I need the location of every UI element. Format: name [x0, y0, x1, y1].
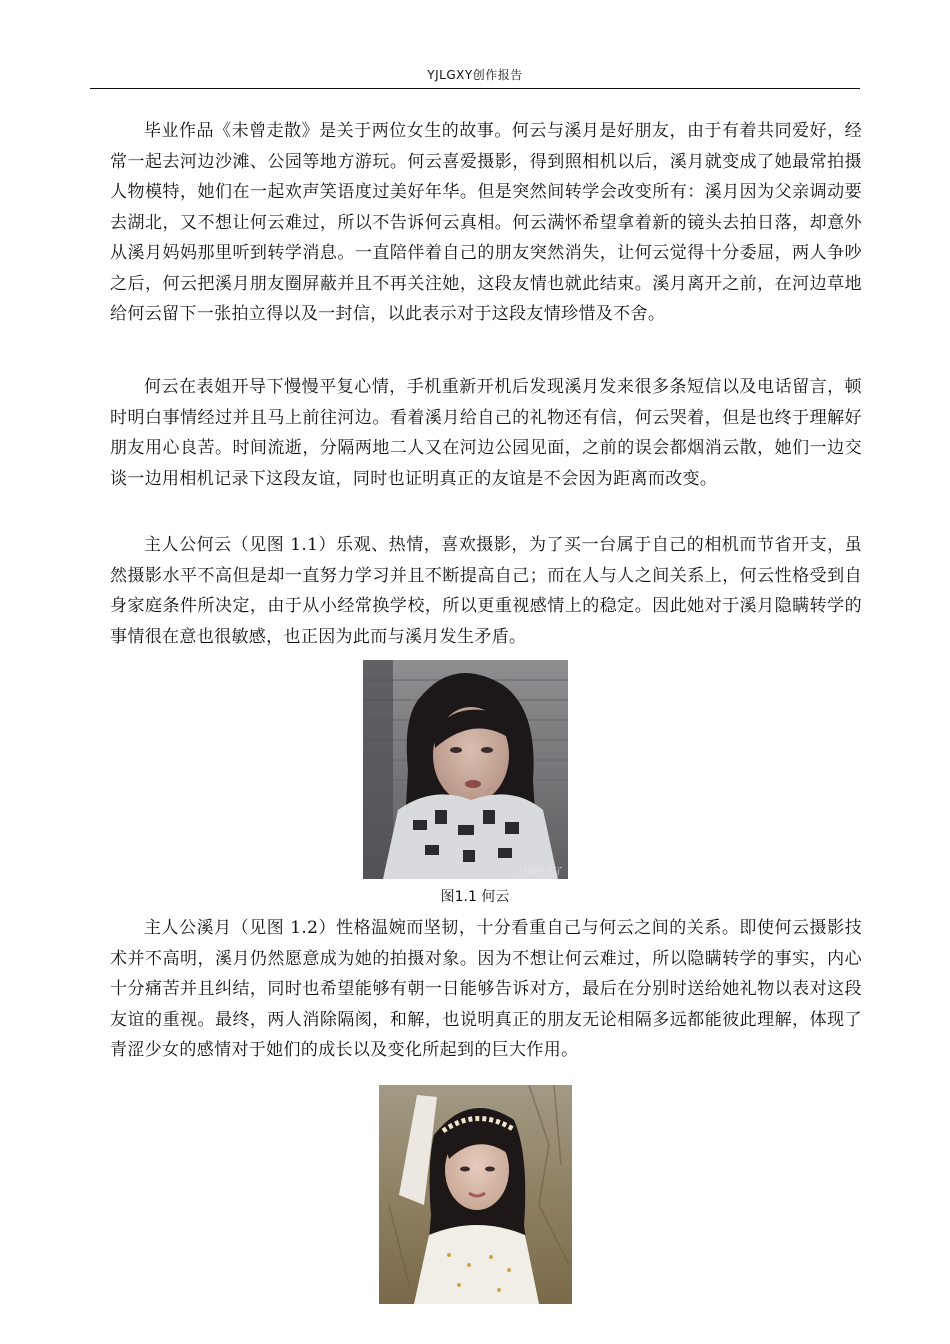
paragraph-4: 主人公溪月（见图 1.2）性格温婉而坚韧，十分看重自己与何云之间的关系。即使何云摄影技术并不高明，溪月仍然愿意成为她的拍摄对象。因为不想让何云难过，所以隐瞒转学的事实，内心十分痛苦并且纠结，同时也希望能够有朝一日能够告诉对方，最后在分别时送给她礼物以表对这段友谊的重视。最终，两人消除隔阂，和解，也说明真正的朋友无论相隔多远都能彼此理解，体现了青涩少女的感情对于她们的成长以及变化所起到的巨大作用。 [110, 918, 862, 1060]
figure-1-1-photo [363, 660, 568, 879]
paragraph-3: 主人公何云（见图 1.1）乐观、热情，喜欢摄影，为了买一台属于自己的相机而节省开支，虽然摄影水平不高但是却一直努力学习并且不断提高自己；而在人与人之间关系上，何云性格受到自身家庭条件所决定，由于从小经常换学校，所以更重视感情上的稳定。因此她对于溪月隐瞒转学的事情很在意也很敏感，也正因为此而与溪月发生矛盾。 [110, 535, 862, 647]
photo-watermark: 日就得这了 [517, 867, 563, 877]
portrait-xi-yue-image [379, 1085, 572, 1304]
paragraph-2: 何云在表姐开导下慢慢平复心情，手机重新开机后发现溪月发来很多条短信以及电话留言，顿时明白事情经过并且马上前往河边。看着溪月给自己的礼物还有信，何云哭着，但是也终于理解好朋友用心良苦。时间流逝，分隔两地二人又在河边公园见面，之前的误会都烟消云散，她们一边交谈一边用相机记录下这段友谊，同时也证明真正的友谊是不会因为距离而改变。 [110, 377, 862, 489]
page-header: YJLGXY创作报告 [427, 68, 523, 82]
portrait-he-yun-image [363, 660, 568, 879]
figure-1-1-caption: 图1.1 何云 [440, 889, 510, 905]
paragraph-1: 毕业作品《未曾走散》是关于两位女生的故事。何云与溪月是好朋友，由于有着共同爱好，经常一起去河边沙滩、公园等地方游玩。何云喜爱摄影，得到照相机以后，溪月就变成了她最常拍摄人物模特，她们在一起欢声笑语度过美好年华。但是突然间转学会改变所有：溪月因为父亲调动要去湖北，又不想让何云难过，所以不告诉何云真相。何云满怀希望拿着新的镜头去拍日落，却意外从溪月妈妈那里听到转学消息。一直陪伴着自己的朋友突然消失，让何云觉得十分委屈，两人争吵之后，何云把溪月朋友圈屏蔽并且不再关注她，这段友情也就此结束。溪月离开之前，在河边草地给何云留下一张拍立得以及一封信，以此表示对于这段友情珍惜及不舍。 [110, 121, 862, 324]
header-rule [90, 88, 860, 89]
figure-1-2-photo [379, 1085, 572, 1304]
